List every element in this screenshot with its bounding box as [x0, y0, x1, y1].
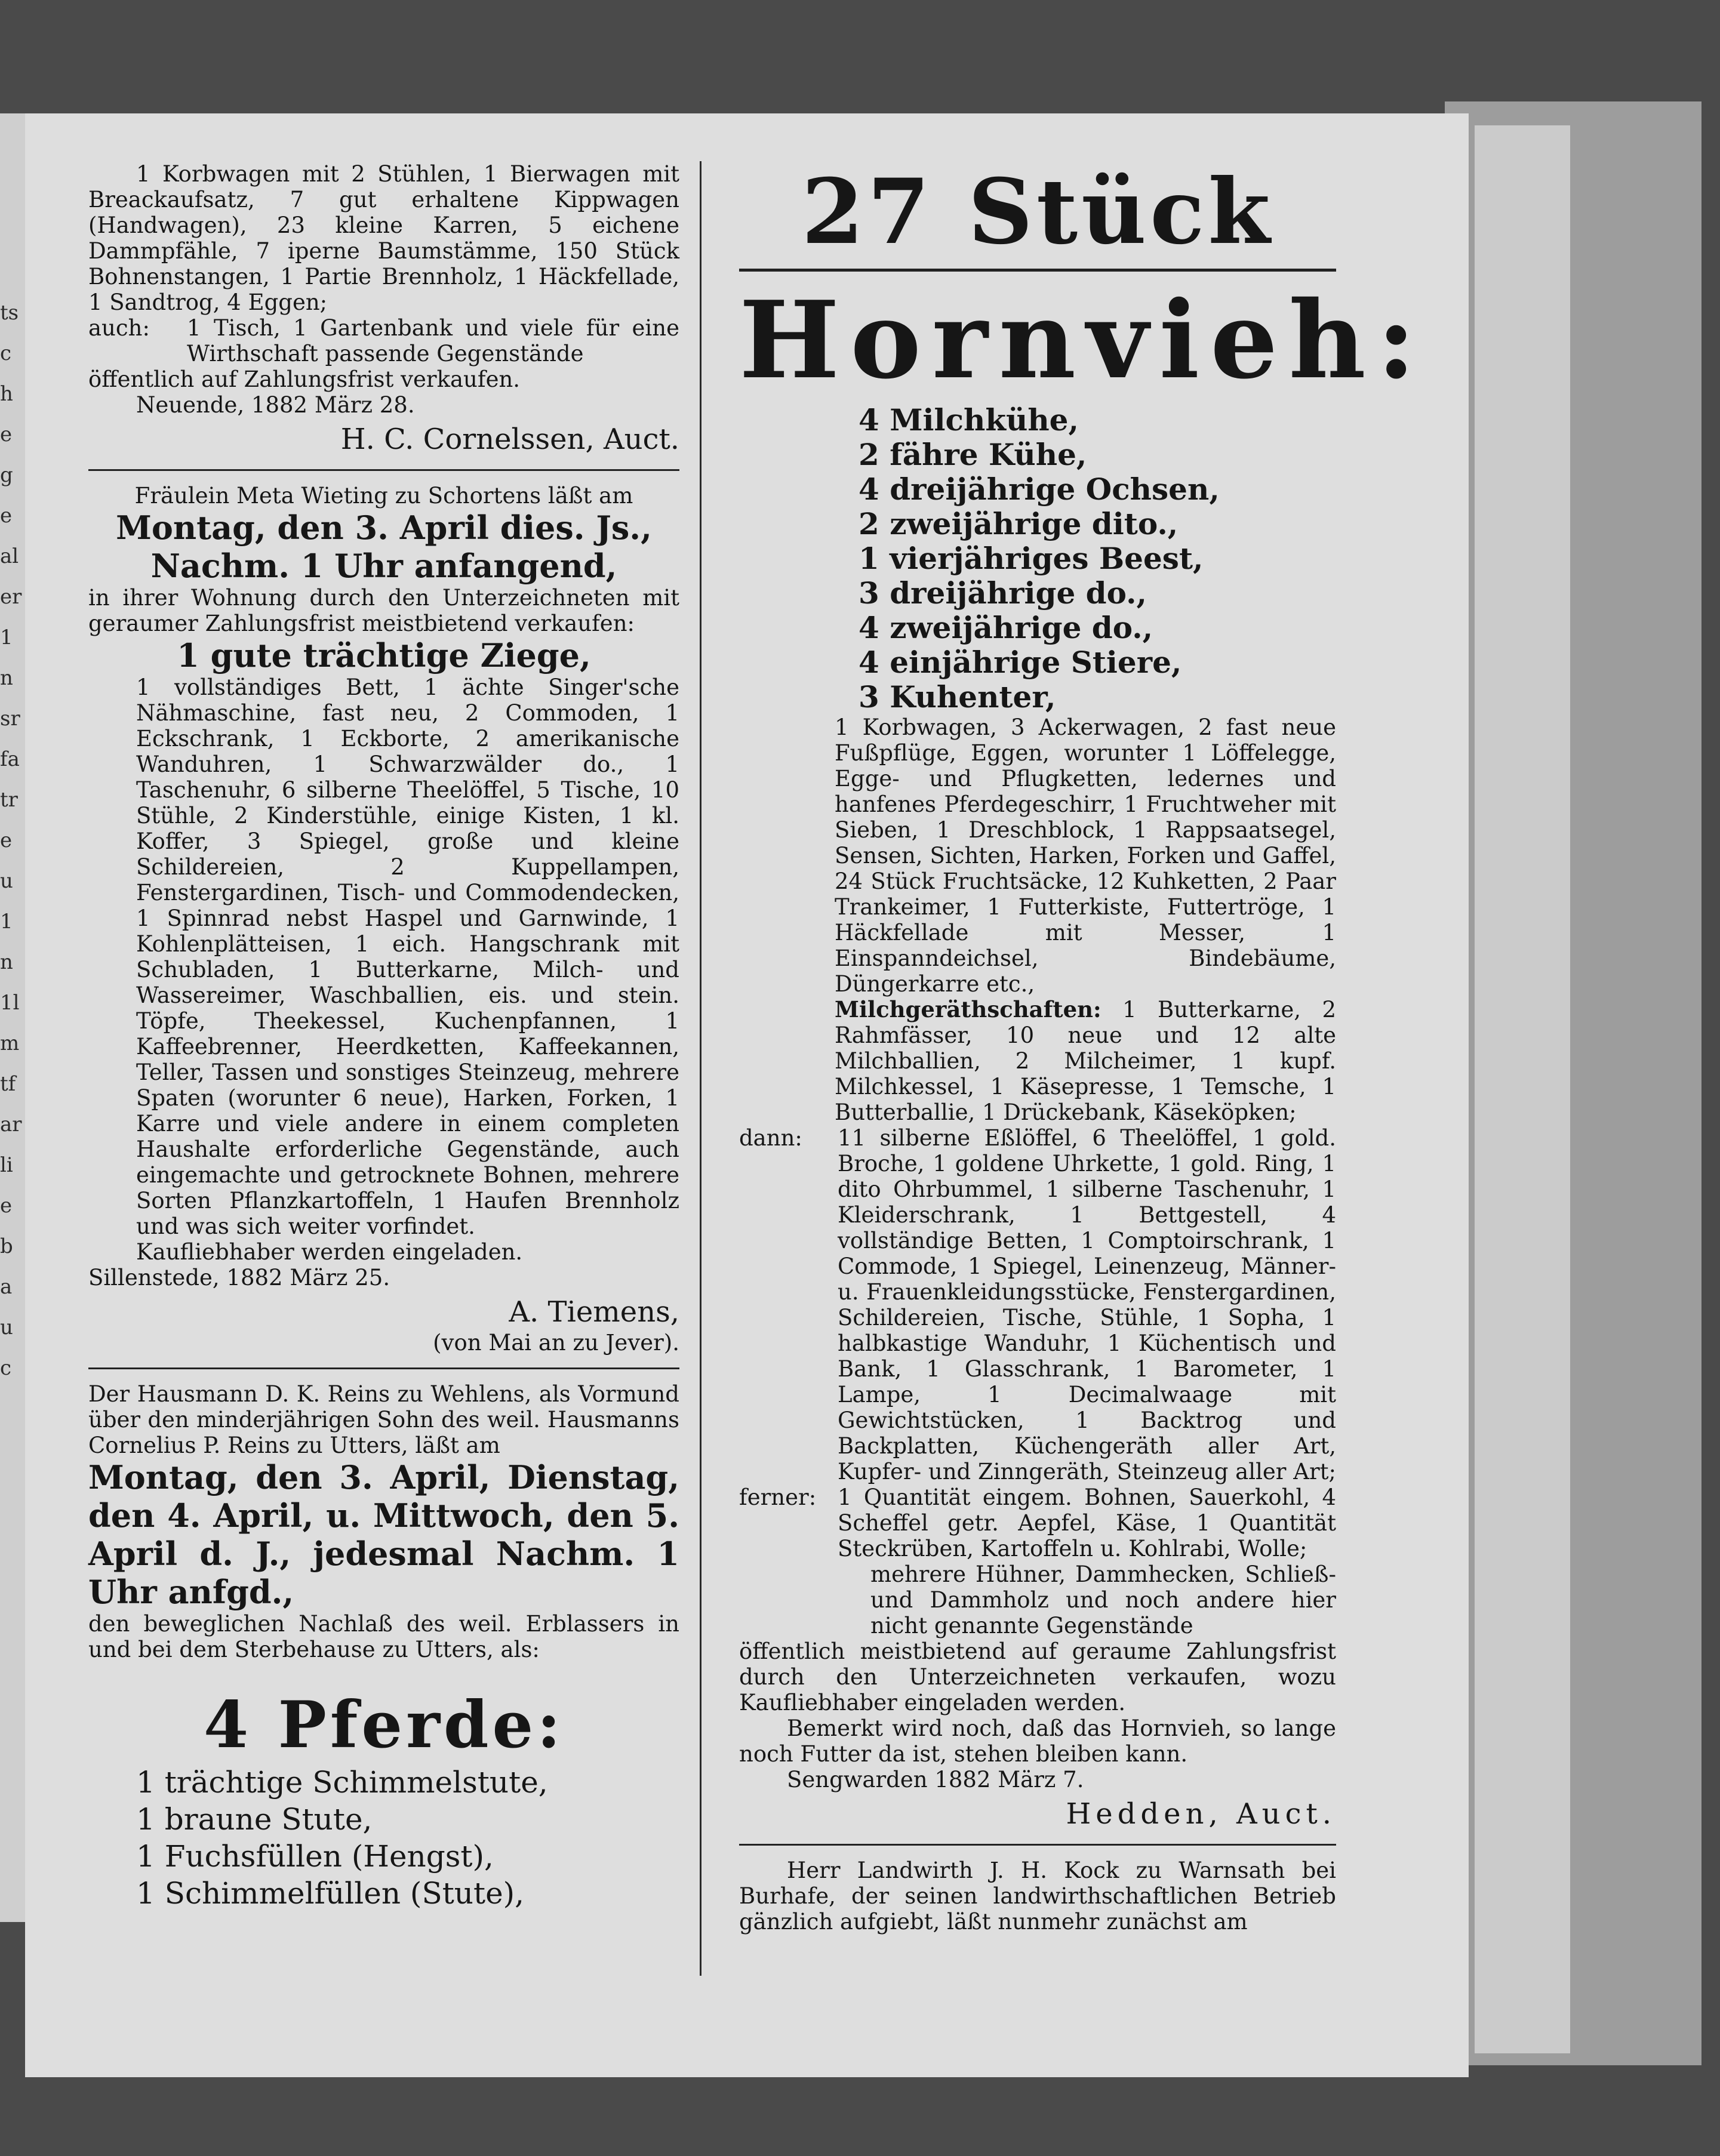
ad1-auch-text: 1 Tisch, 1 Gartenbank und viele für eine Wirthschaft passende Gegenstände: [187, 315, 679, 366]
ad2-place: Sillenstede, 1882 März 25.: [88, 1265, 390, 1290]
headline-hornvieh: Hornvieh:: [739, 278, 1427, 402]
ad2-signature-note: (von Mai an zu Jever).: [433, 1330, 679, 1356]
right-signature: Hedden, Auct.: [1066, 1797, 1336, 1831]
cattle-item: 1 vierjähriges Beest,: [859, 541, 1204, 576]
next-ad-text: Herr Landwirth J. H. Kock zu Warnsath bei Burhafe, der seinen landwirthschaftlichen Betrieb gänzlich aufgiebt, läßt nunmehr zunächst am: [739, 1858, 1336, 1935]
right-note: Bemerkt wird noch, daß das Hornvieh, so lange noch Futter da ist, stehen bleiben kann.: [739, 1715, 1336, 1767]
ad2-text: in ihrer Wohnung durch den Unterzeichneten mit geraumer Zahlungsfrist meistbietend verkaufen:: [88, 585, 679, 636]
cattle-item: 4 dreijährige Ochsen,: [859, 472, 1220, 507]
horse-item: 1 braune Stute,: [136, 1802, 373, 1837]
ad3-text: den beweglichen Nachlaß des weil. Erblassers in und bei dem Sterbehause zu Utters, als:: [88, 1611, 679, 1662]
book-edge-pages: [1475, 125, 1570, 2053]
ad-separator: [88, 469, 679, 471]
equipment-text: 1 Korbwagen, 3 Ackerwagen, 2 fast neue Fußpflüge, Eggen, worunter 1 Löffelegge, Egge- und Pflugketten, ledernes und hanfenes Pferdegeschirr, 1 Fruchtweher mit Sieben, 1 Dreschblock, 1 Rappsaatsegel, Sensen, Sichten, Harken, Forken und Gaffel, 24 Stück Fruchtsäcke, 12 Kuhketten, 2 Paar Trankeimer, 1 Futterkiste, Futtertröge, 1 Häckfellade mit Messer, 1 Einspanndeichsel, Bindebäume, Düngerkarre etc.,: [835, 714, 1336, 997]
ad3-dates: Montag, den 3. April, Dienstag, den 4. April, u. Mittwoch, den 5. April d. J., jedesmal Nachm. 1 Uhr anfgd.,: [88, 1458, 679, 1611]
horse-item: 1 Schimmelfüllen (Stute),: [136, 1876, 525, 1911]
cattle-item: 3 dreijährige do.,: [859, 575, 1147, 611]
cattle-list: [739, 403, 1336, 714]
right-place: Sengwarden 1882 März 7.: [787, 1767, 1084, 1792]
ferner-text: 1 Quantität eingem. Bohnen, Sauerkohl, 4 Scheffel getr. Aepfel, Käse, 1 Quantität Steckrüben, Kartoffeln u. Kohlrabi, Wolle;: [838, 1484, 1336, 1561]
horse-item: 1 Fuchsfüllen (Hengst),: [136, 1839, 494, 1874]
ferner-label: ferner:: [739, 1484, 817, 1510]
headline-rule: [739, 269, 1336, 272]
previous-page-edge: [0, 113, 25, 1922]
ad-cornelssen: [88, 161, 679, 457]
headline-27-stueck: 27 Stück: [801, 159, 1274, 264]
horse-list: [136, 1764, 679, 1912]
ad2-invite: Kaufliebhaber werden eingeladen.: [136, 1239, 523, 1265]
right-closing: öffentlich meistbietend auf geraume Zahlungsfrist durch den Unterzeichneten verkaufen, wozu Kaufliebhaber eingeladen werden.: [739, 1638, 1336, 1715]
dairy-text: 1 Butterkarne, 2 Rahmfässer, 10 neue und 12 alte Milchballien, 2 Milcheimer, 1 kupf. Milchkessel, 1 Käsepresse, 1 Temsche, 1 Butterballie, 1 Drückebank, Käseköpken;: [835, 997, 1336, 1125]
previous-page-text: tschegealer1nsrfatreu1n1lmtfarliebauc: [0, 301, 22, 1380]
cattle-item: 2 zweijährige dito.,: [859, 506, 1179, 541]
column-divider: [700, 161, 701, 1976]
ad2-signature: A. Tiemens,: [509, 1295, 679, 1329]
ad3-intro: Der Hausmann D. K. Reins zu Wehlens, als Vormund über den minderjährigen Sohn des weil. Hausmanns Cornelius P. Reins zu Utters, läßt am: [88, 1381, 679, 1458]
ad1-place: Neuende, 1882 März 28.: [136, 392, 415, 418]
ad3-headline: 4 Pferde:: [203, 1687, 565, 1763]
dairy-block: [835, 997, 1336, 1125]
cattle-item: 3 Kuhenter,: [859, 679, 1056, 714]
ad2-intro: Fräulein Meta Wieting zu Schortens läßt am: [134, 483, 633, 509]
ad1-signature: H. C. Cornelssen, Auct.: [340, 423, 679, 456]
cattle-item: 4 einjährige Stiere,: [859, 645, 1182, 680]
ad1-body: 1 Korbwagen mit 2 Stühlen, 1 Bierwagen mit Breackaufsatz, 7 gut erhaltene Kippwagen (Handwagen), 23 kleine Karren, 5 eichene Dammpfähle, 7 iperne Baumstämme, 150 Stück Bohnenstangen, 1 Partie Brennholz, 1 Häckfellade, 1 Sandtrog, 4 Eggen;: [88, 161, 679, 315]
cattle-item: 4 zweijährige do.,: [859, 610, 1153, 645]
ad-separator: [739, 1844, 1336, 1846]
ad1-closing: öffentlich auf Zahlungsfrist verkaufen.: [88, 366, 521, 392]
ad2-date-line1: Montag, den 3. April dies. Js.,: [116, 509, 652, 547]
dann-block: [739, 1125, 1336, 1484]
ferner-more: mehrere Hühner, Dammhecken, Schließ- und Dammholz und noch andere hier nicht genannte Gegenstände: [870, 1561, 1336, 1638]
ad2-items: 1 vollständiges Bett, 1 ächte Singer'sche Nähmaschine, fast neu, 2 Commoden, 1 Eckschrank, 1 Eckborte, 2 amerikanische Wanduhren, 1 Schwarzwälder do., 1 Taschenuhr, 6 silberne Theelöffel, 5 Tische, 10 Stühle, 2 Kinderstühle, einige Kisten, 1 kl. Koffer, 3 Spiegel, große und kleine Schildereien, 2 Kuppellampen, Fenstergardinen, Tisch- und Commodendecken, 1 Spinnrad nebst Haspel und Garnwinde, 1 Kohlenplätteisen, 1 eich. Hangschrank mit Schubladen, 1 Butterkarne, Milch- und Wassereimer, Waschballien, eis. und stein. Töpfe, Theekessel, Kuchenpfannen, 1 Kaffeebrenner, Heerdketten, Kaffeekannen, Teller, Tassen und sonstiges Steinzeug, mehrere Spaten (worunter 6 neue), Harken, Forken, 1 Karre und viele andere in einem completen Haushalte erforderliche Gegenstände, auch eingemachte und getrocknete Bohnen, mehrere Sorten Pflanzkartoffeln, 1 Haufen Brennholz und was sich weiter vorfindet.: [136, 674, 679, 1239]
cattle-item: 2 fähre Kühe,: [859, 437, 1087, 472]
ad2-date-line2: Nachm. 1 Uhr anfangend,: [150, 547, 617, 585]
dann-text: 11 silberne Eßlöffel, 6 Theelöffel, 1 gold. Broche, 1 goldene Uhrkette, 1 gold. Ring, 1 dito Ohrbummel, 1 silberne Taschenuhr, 1 Kleiderschrank, 1 Bettgestell, 4 vollständige Betten, 1 Comptoirschrank, 1 Commode, 1 Spiegel, Leinenzeug, Männer- u. Frauenkleidungsstücke, Fenstergardinen, Schildereien, Tische, Stühle, 1 Sopha, 1 halbkastige Wanduhr, 1 Küchentisch und Bank, 1 Glasschrank, 1 Barometer, 1 Lampe, 1 Decimalwaage mit Gewichtstücken, 1 Backtrog und Backplatten, Küchengeräth aller Art, Kupfer- und Zinngeräth, Steinzeug aller Art;: [838, 1125, 1336, 1484]
ad-separator: [88, 1367, 679, 1369]
ad-reins: [88, 1381, 679, 1912]
ferner-block: [739, 1484, 1336, 1561]
cattle-item: 4 Milchkühe,: [859, 402, 1079, 438]
ad1-auch-label: auch:: [88, 315, 150, 341]
ad-wieting: [88, 483, 679, 1356]
left-column: [88, 161, 679, 1912]
horse-item: 1 trächtige Schimmelstute,: [136, 1765, 548, 1800]
dann-label: dann:: [739, 1125, 802, 1151]
dairy-label: Milchgeräthschaften:: [835, 996, 1101, 1022]
ad1-auch: [88, 315, 679, 366]
right-column: [739, 159, 1427, 1935]
ad2-highlight: 1 gute trächtige Ziege,: [177, 636, 591, 674]
